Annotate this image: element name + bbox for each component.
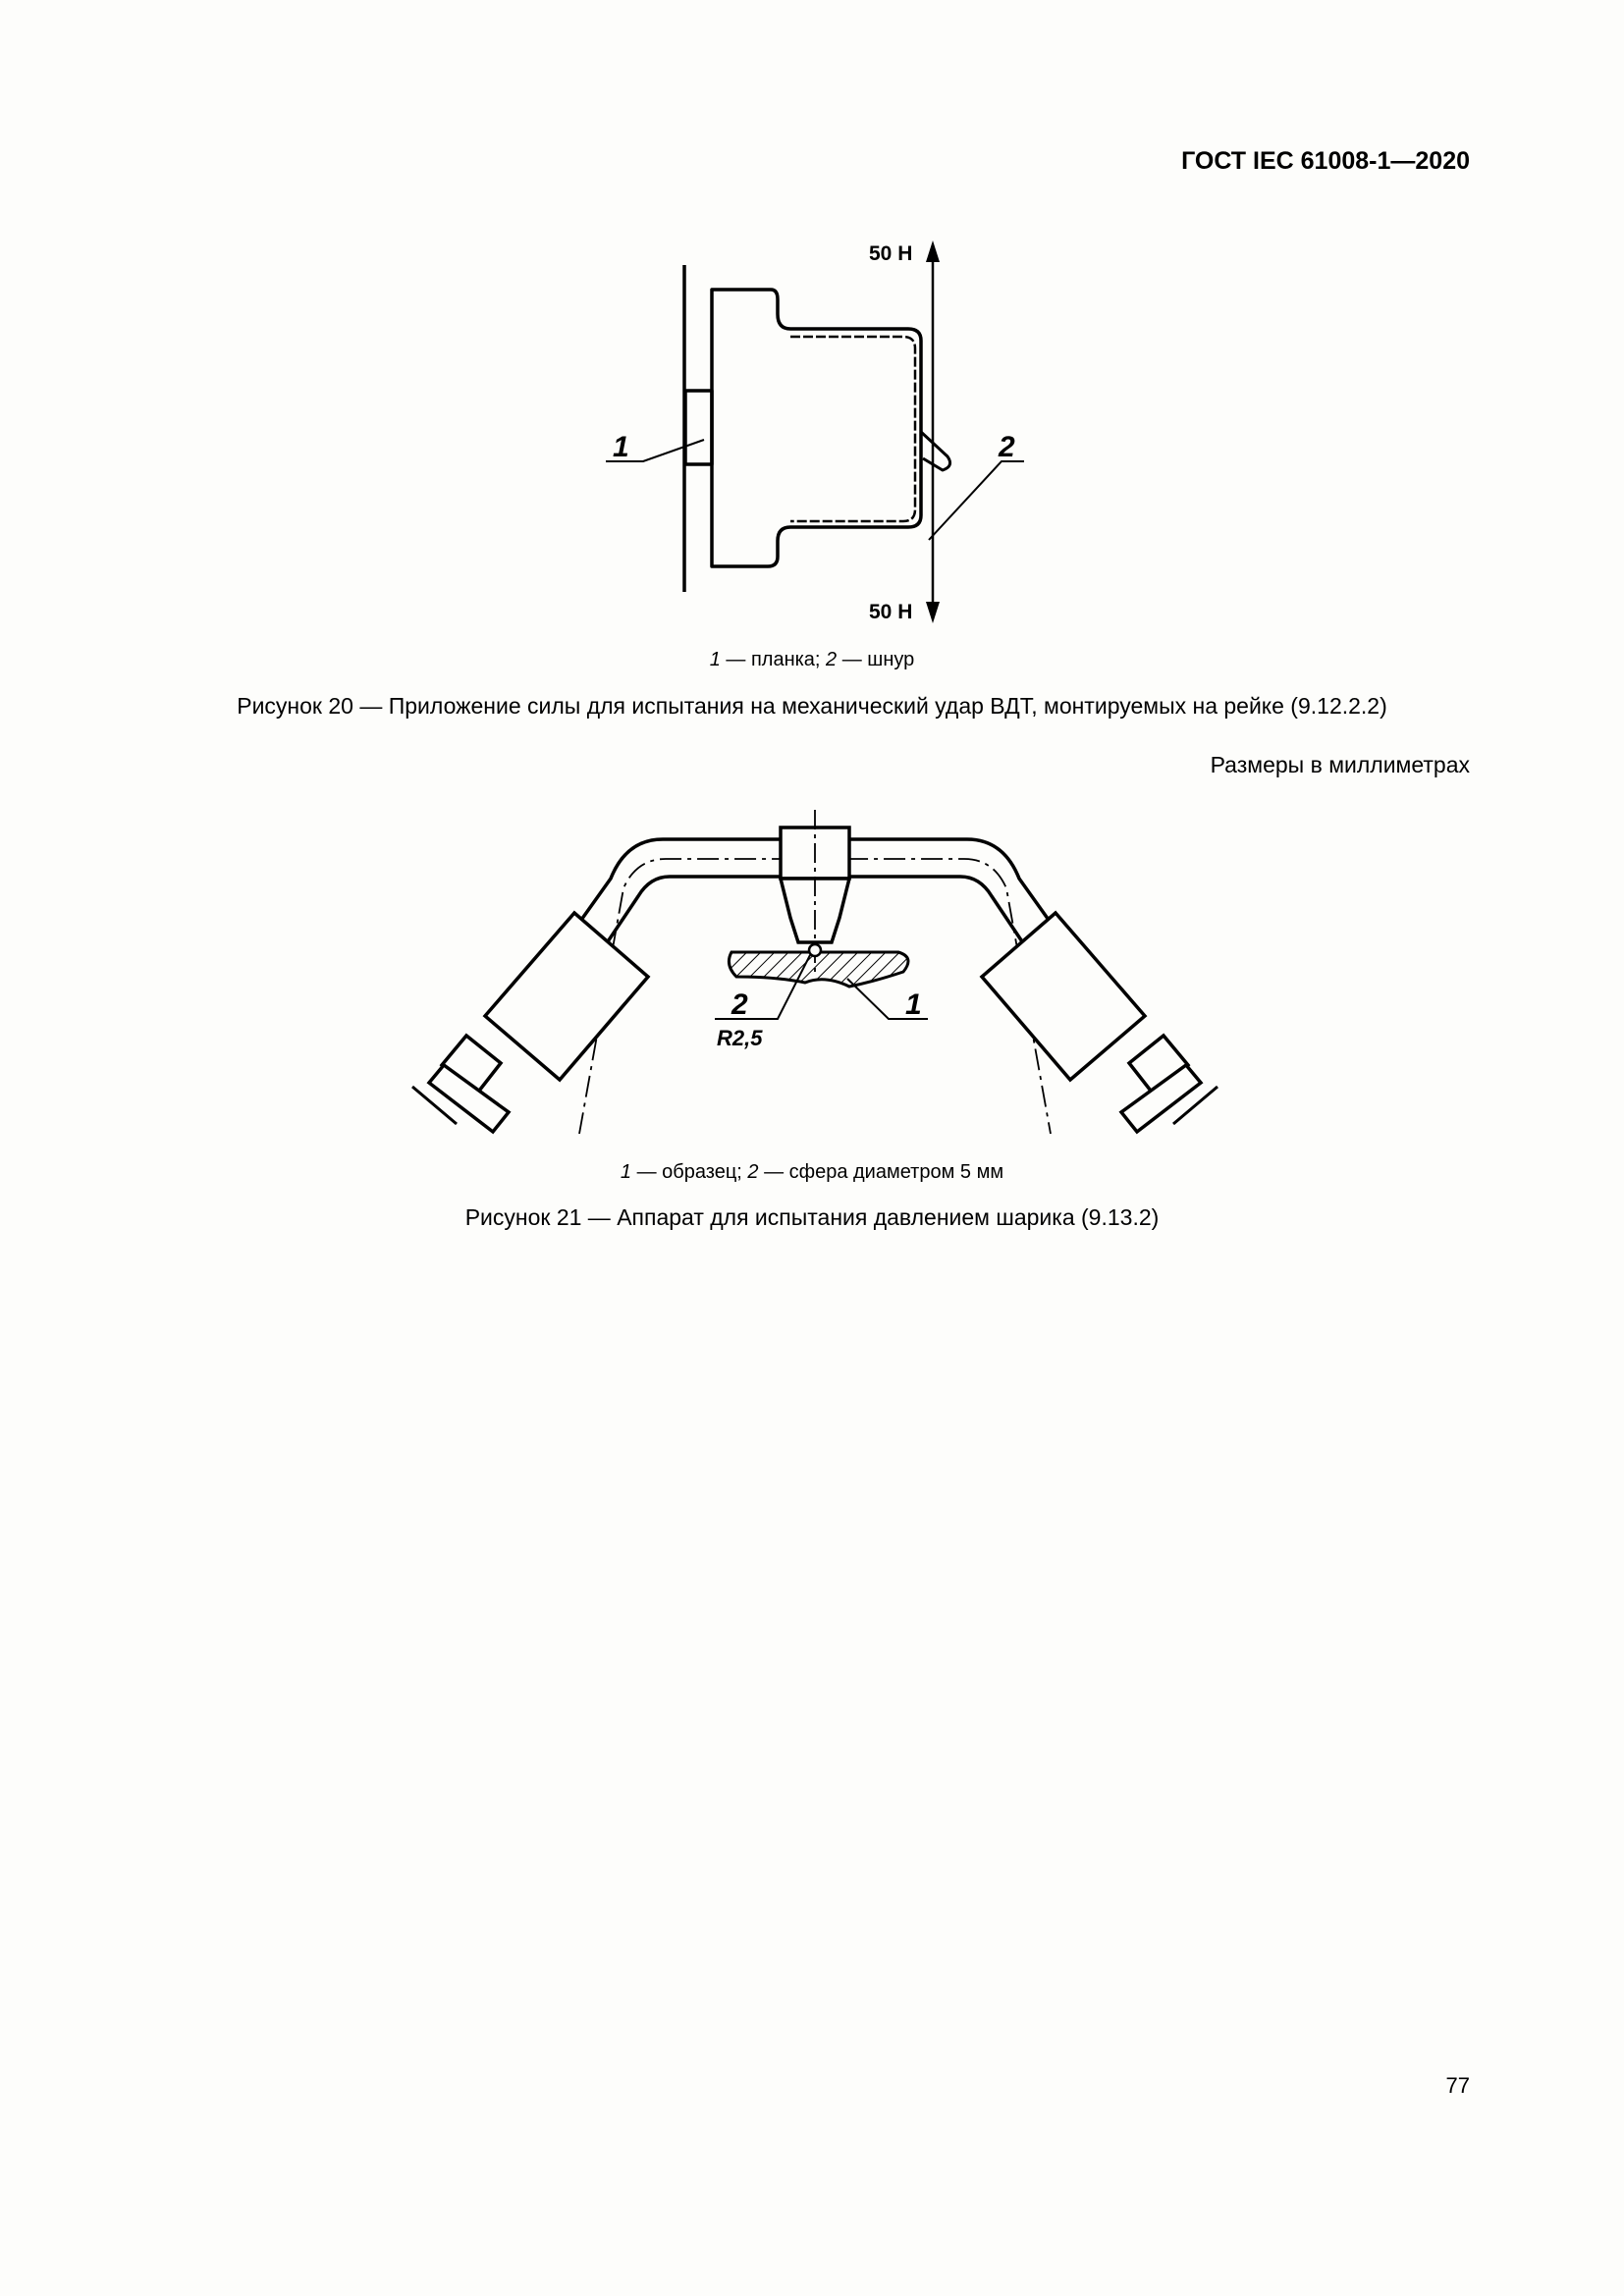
force-label-top: 50 Н [869,242,913,265]
cord [790,337,915,521]
force-arrow-down [926,602,940,623]
leader-2 [929,461,1024,540]
figure-20-caption: Рисунок 20 — Приложение силы для испытания на механический удар ВДТ, монтируемых на рейке (9.12.2.2) [237,693,1387,719]
force-arrow-up [926,240,940,262]
specimen [729,952,908,987]
figure-21-caption: Рисунок 21 — Аппарат для испытания давлением шарика (9.13.2) [464,1204,1160,1230]
figure-20-legend: 1 — планка; 2 — шнур [709,649,915,670]
right-weight [982,913,1218,1132]
radius-label: R2,5 [717,1026,763,1050]
clip [921,432,950,470]
sphere [809,944,821,956]
rail-plate [685,391,712,464]
figure-21-drawing [403,810,1227,1148]
left-weight [412,913,648,1132]
document-code: ГОСТ IEC 61008-1—2020 [1181,147,1470,175]
device-outline [712,290,921,566]
figure-21-legend: 1 — образец; 2 — сфера диаметром 5 мм [620,1161,1004,1183]
units-note: Размеры в миллиметрах [1210,752,1470,777]
force-label-bottom: 50 Н [869,601,913,623]
page-number: 77 [1445,2073,1470,2098]
callout-1: 1 [613,431,629,463]
callout-2: 2 [731,988,748,1021]
callout-1: 1 [905,988,922,1021]
callout-2: 2 [999,431,1015,463]
figure-20-drawing [550,231,1041,633]
